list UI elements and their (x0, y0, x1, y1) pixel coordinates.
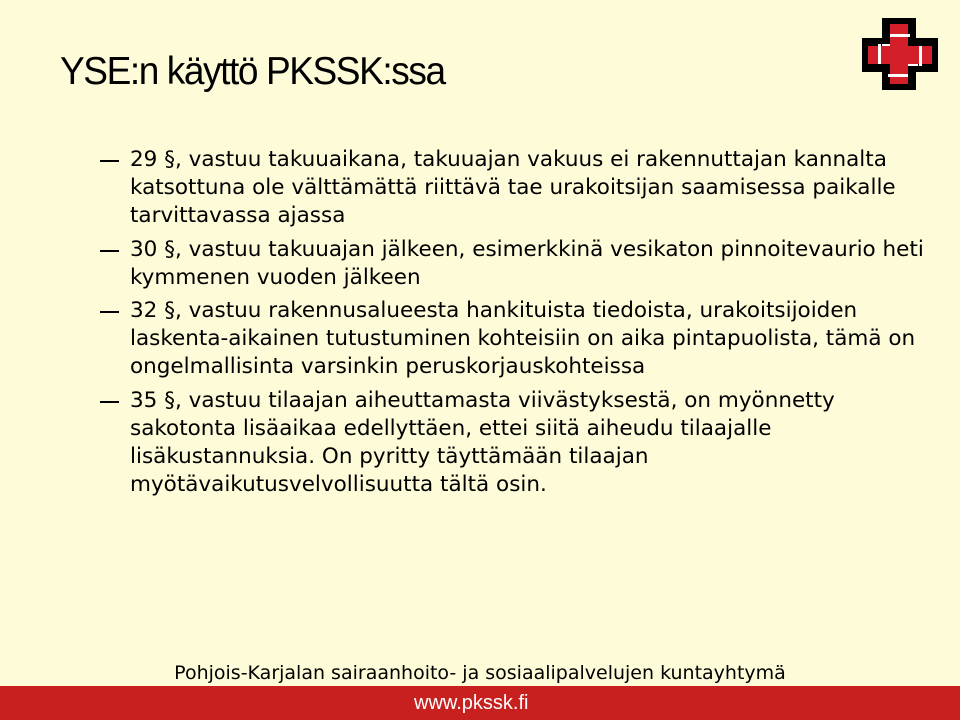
footer-organization: Pohjois-Karjalan sairaanhoito- ja sosiaalipalvelujen kuntayhtymä (174, 662, 786, 684)
bullet-item (0, 387, 960, 500)
pkssk-cross-logo-icon (862, 18, 938, 90)
bullet-text: 30 §, vastuu takuuajan jälkeen, esimerkkinä vesikaton pinnoitevaurio heti kymmenen vuoden jälkeen (130, 236, 924, 290)
bullet-text: 32 §, vastuu rakennusalueesta hankituista tiedoista, urakoitsijoiden laskenta-aikainen tutustuminen kohteisiin on aika pintapuolista, tämä on ongelmallisinta varsinkin peruskorjauskohteissa (130, 298, 916, 380)
bullet-item (0, 146, 960, 231)
bullet-text: 35 §, vastuu tilaajan aiheuttamasta viivästyksestä, on myönnetty sakotonta lisäaikaa edellyttäen, ettei siitä aiheudu tilaajalle lisäkustannuksia. On pyritty täyttämään tilaajan myötävaikutusvelvollisuutta tältä osin. (130, 387, 835, 498)
bullet-item (0, 236, 960, 292)
bullet-text: 29 §, vastuu takuuaikana, takuuajan vakuus ei rakennuttajan kannalta katsottuna ole välttämättä riittävä tae urakoitsijan saamisessa paikalle tarvittavassa ajassa (130, 147, 896, 229)
footer-url-link[interactable]: www.pkssk.fi (414, 692, 529, 714)
bullet-item (0, 297, 960, 382)
bullet-list (0, 146, 960, 504)
slide-title: YSE:n käyttö PKSSK:ssa (60, 50, 445, 93)
